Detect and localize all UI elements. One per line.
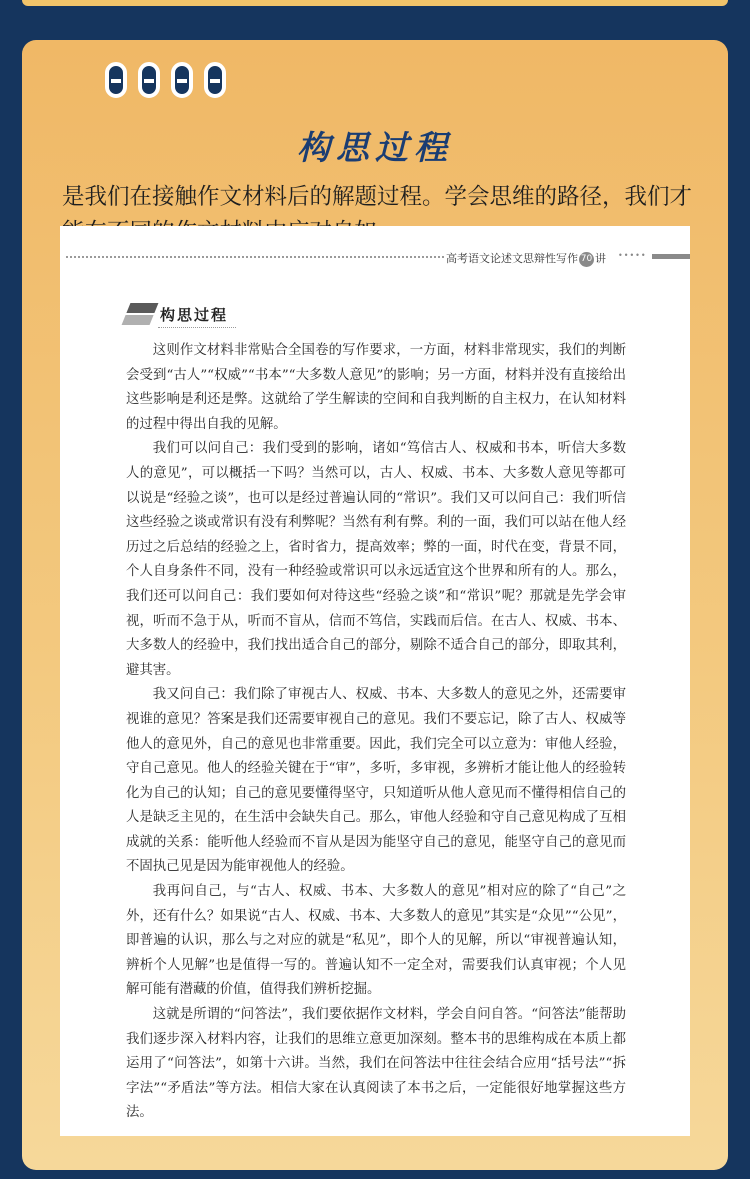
header-dots-icon: ••••• (618, 251, 647, 260)
section-underline (158, 327, 236, 328)
top-strip (22, 0, 728, 6)
concept-card (22, 40, 728, 1170)
header-book-title: 高考语文论述文思辩性写作 (446, 252, 578, 265)
paragraph: 我们可以问自己：我们受到的影响，诸如“笃信古人、权威和书本，听信大多数人的意见”，可以概括一下吗？当然可以，古人、权威、书本、大多数人意见等都可以说是“经验之谈”，也可以是经过普遍认同的“常识”。我们又可以问自己：我们听信这些经验之谈或常识有没有利弊呢？当然有利有弊。利的一面，我们可以站在他人经历过之后总结的经验之上，省时省力，提高效率；弊的一面，时代在变，背景不同，个人自身条件不同，没有一种经验或常识可以永远适宜这个世界和所有的人。那么，我们还可以问自己：我们要如何对待这些“经验之谈”和“常识”呢？那就是先学会审视，听而不急于从，听而不盲从，信而不笃信，实践而后信。在古人、权威、书本、大多数人的经验中，我们找出适合自己的部分，剔除不适合自己的部分，即取其利，避其害。 (126, 441, 626, 678)
binder-ring-icon (204, 62, 226, 98)
paragraph: 我再问自己，与“古人、权威、书本、大多数人的意见”相对应的除了“自己”之外，还有什么？如果说“古人、权威、书本、大多数人的意见”其实是“众见”“公见”，即普遍的认识，那么与之对应的就是“私见”，即个人的见解，所以“审视普遍认知，辨析个人见解”也是值得一写的。普遍认知不一定全对，需要我们认真审视；个人见解可能有潜藏的价值，值得我们辨析挖掘。 (126, 884, 626, 998)
body-text (126, 339, 626, 1126)
header-dotted-line (66, 256, 444, 258)
header-bar (652, 254, 690, 259)
card-title: 构思过程 (297, 128, 453, 167)
section-title: 构思过程 (160, 306, 229, 324)
header-text (446, 250, 606, 267)
section-slant-icon (122, 303, 159, 325)
paragraph: 这就是所谓的“问答法”，我们要依据作文材料，学会自问自答。“问答法”能帮助我们逐步深入材料内容，让我们的思维立意更加深刻。整本书的思维构成在本质上都运用了“问答法”，如第十六讲。当然，我们在问答法中往往会结合应用“括号法”“拆字法”“矛盾法”等方法。相信大家在认真阅读了本书之后，一定能很好地掌握这些方法。 (126, 1007, 626, 1121)
paragraph: 这则作文材料非常贴合全国卷的写作要求，一方面，材料非常现实，我们的判断会受到“古人”“权威”“书本”“大多数人意见”的影响；另一方面，材料并没有直接给出这些影响是利还是弊。这就给了学生解读的空间和自我判断的自主权力，在认知材料的过程中得出自我的见解。 (126, 343, 626, 432)
section-label (126, 301, 238, 329)
binder-ring-icon (105, 62, 127, 98)
binder-rings (105, 62, 225, 102)
header-suffix: 讲 (595, 252, 606, 265)
binder-ring-icon (138, 62, 160, 98)
header-number-badge: 70 (579, 252, 594, 267)
card-description: 是我们在接触作文材料后的解题过程。学会思维的路径，我们才 (62, 184, 693, 210)
paragraph: 我又问自己：我们除了审视古人、权威、书本、大多数人的意见之外，还需要审视谁的意见？答案是我们还需要审视自己的意见。我们不要忘记，除了古人、权威等他人的意见外，自己的意见也非常重要。因此，我们完全可以立意为：审他人经验，守自己意见。他人的经验关键在于“审”，多听，多审视，多辨析才能让他人的经验转化为自己的认知；自己的意见要懂得坚守，只知道听从他人意见而不懂得相信自己的人是缺乏主见的，在生活中会缺失自己。那么，审他人经验和守自己意见构成了互相成就的关系：能听他人经验而不盲从是因为能坚守自己的意见，能坚守自己的意见而不固执己见是因为能审视他人的经验。 (126, 687, 626, 875)
binder-ring-icon (171, 62, 193, 98)
page-header (60, 250, 690, 264)
book-page (60, 226, 690, 1136)
